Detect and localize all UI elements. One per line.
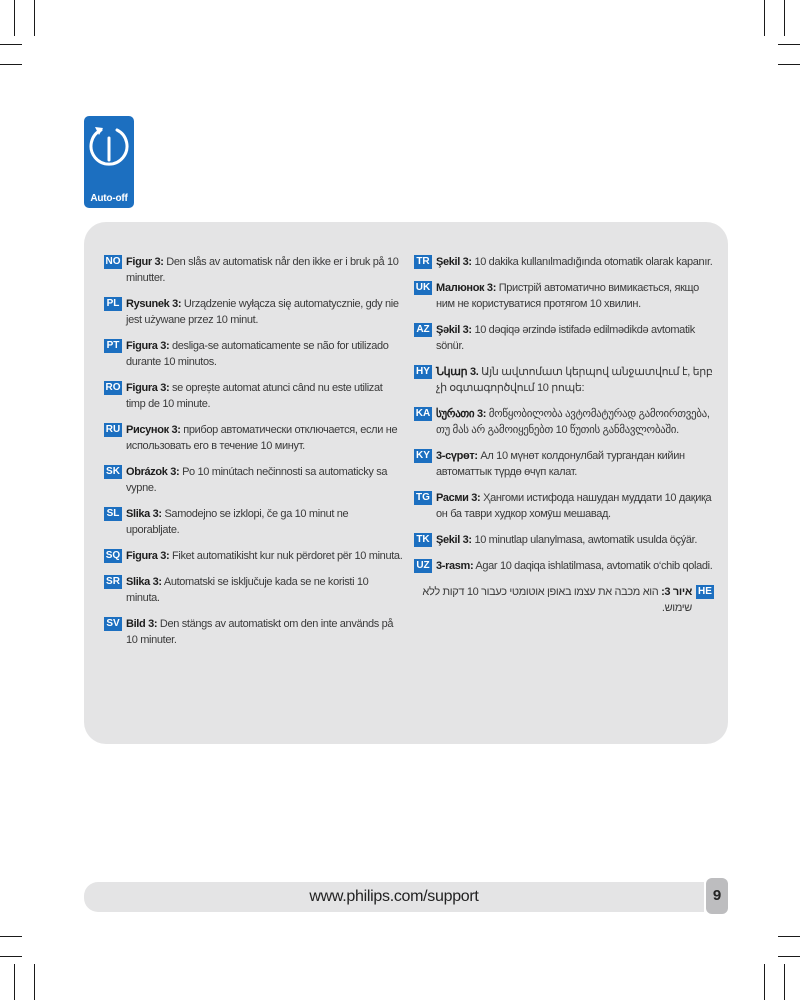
language-code-badge: PT [104,339,122,353]
entry-text: Urządzenie wyłącza się automatycznie, gdy nie jest używane przez 10 minut. [126,298,399,326]
auto-off-logo [84,116,134,208]
language-code-badge: SV [104,617,122,631]
entry-ro [104,380,404,412]
figure-label: Rysunek 3: [126,298,182,310]
entry-az [414,322,714,354]
entry-text: Samodejno se izklopi, če ga 10 minut ne uporabljate. [126,508,349,536]
footer-bar [84,882,704,912]
crop-mark [778,64,800,65]
entry-text: Ҳангоми истифода нашудан муддати 10 дақиқа он ба таври худкор хомӯш мешавад. [436,492,712,520]
entry-pt [104,338,404,370]
figure-label: Figura 3: [126,340,170,352]
entry-text: Den slås av automatisk når den ikke er i bruk på 10 minutter. [126,256,399,284]
figure-label: Obrázok 3: [126,466,180,478]
entry-text: Automatski se isključuje kada se ne koristi 10 minuta. [126,576,369,604]
figure-label: Figura 3: [126,382,170,394]
figure-label: Малюнок 3: [436,282,497,294]
figure-label: Նկար 3. [436,366,479,378]
crop-mark [0,956,22,957]
crop-mark [784,964,785,1000]
entry-text: desliga-se automaticamente se não for utilizado durante 10 minutos. [126,340,389,368]
crop-mark [0,936,22,937]
language-code-badge: UK [415,282,431,293]
language-code-badge: SR [104,575,122,589]
crop-mark [0,64,22,65]
entry-text: მოწყობილობა ავტომატურად გამოირთვება, თუ მას არ გამოიყენებთ 10 წუთის განმავლობაში. [436,408,710,436]
figure-label: 3-сүрөт: [436,450,478,462]
language-code-badge: TR [414,255,432,269]
crop-mark [764,0,765,36]
entry-ky [414,448,714,480]
crop-mark [34,0,35,36]
crop-mark [14,964,15,1000]
figure-label: Расми 3: [436,492,481,504]
entry-text: se oprește automat atunci când nu este utilizat timp de 10 minute. [126,382,383,410]
entry-sv [104,616,404,648]
entry-tk [414,532,714,548]
crop-mark [778,44,800,45]
entry-uz [414,558,714,574]
language-code-badge: HY [414,365,432,379]
language-code-badge: RU [105,424,121,435]
entry-text: Agar 10 daqiqa ishlatilmasa, avtomatik o‘chib qoladi. [473,560,713,572]
entry-text: 10 dəqiqə ərzində istifadə edilmədikdə avtomatik sönür. [436,324,695,352]
language-code-badge: UZ [414,559,432,573]
language-code-badge: KY [414,449,432,463]
entry-text: 10 dakika kullanılmadığında otomatik olarak kapanır. [471,256,713,268]
language-code-badge: AZ [414,323,432,337]
figure-label: Şekil 3: [436,534,472,546]
entry-text: Այն ավտոմատ կերպով անջատվում է, երբ չի օգտագործվում 10 րոպե: [436,366,713,394]
language-code-badge: SL [104,507,122,521]
entry-pl [104,296,404,328]
entry-text: Fiket automatikisht kur nuk përdoret për 10 minuta. [169,550,403,562]
crop-mark [784,0,785,36]
right-column [414,254,714,626]
figure-label: Slika 3: [126,576,162,588]
entry-text: Ал 10 мүнөт колдонулбай тургандан кийин автоматтык түрдө өчүп калат. [436,450,685,478]
language-code-badge: SQ [105,550,121,561]
entry-sr [104,574,404,606]
figure-label: איור 3: [661,586,692,598]
support-url[interactable]: www.philips.com/support [309,888,479,905]
figure-label: Рисунок 3: [126,424,181,436]
entry-sq [104,548,404,564]
language-code-badge: NO [105,256,121,267]
entry-text: Пристрій автоматично вимикається, якщо ним не користуватися протягом 10 хвилин. [436,282,699,310]
entry-sk [104,464,404,496]
entry-ka [414,406,714,438]
instructions-panel [84,222,728,744]
page-number: 9 [706,878,728,914]
entry-uk [414,280,714,312]
crop-mark [0,44,22,45]
crop-mark [778,936,800,937]
crop-mark [34,964,35,1000]
crop-mark [764,964,765,1000]
language-code-badge: SK [104,465,122,479]
language-code-badge: KA [415,408,431,419]
figure-label: 3-rasm: [436,560,474,572]
language-code-badge: TK [414,533,432,547]
figure-label: Şekil 3: [436,256,472,268]
left-column [104,254,404,658]
entry-text: Den stängs av automatiskt om den inte används på 10 minuter. [126,618,394,646]
entry-he [414,584,714,616]
crop-mark [778,956,800,957]
entry-hy [414,364,714,396]
language-code-badge: HE [696,585,714,599]
entry-tr [414,254,714,270]
figure-label: Figura 3: [126,550,170,562]
entry-text: הוא מכבה את עצמו באופן אוטומטי כעבור 10 דקות ללא שימוש. [422,586,692,614]
entry-text: прибор автоматически отключается, если не использовать его в течение 10 минут. [126,424,398,452]
language-code-badge: PL [104,297,122,311]
figure-label: სურათი 3: [436,408,487,420]
figure-label: Şəkil 3: [436,324,472,336]
entry-tg [414,490,714,522]
power-cycle-icon [84,116,134,190]
entry-ru [104,422,404,454]
crop-mark [14,0,15,36]
entry-text: Po 10 minútach nečinnosti sa automaticky sa vypne. [126,466,388,494]
figure-label: Bild 3: [126,618,158,630]
auto-off-label: Auto-off [90,193,128,204]
language-code-badge: RO [105,382,121,393]
figure-label: Slika 3: [126,508,162,520]
entry-text: 10 minutlap ulanylmasa, awtomatik usulda öçýär. [471,534,698,546]
language-code-badge: TG [414,491,432,505]
figure-label: Figur 3: [126,256,164,268]
entry-sl [104,506,404,538]
entry-no [104,254,404,286]
